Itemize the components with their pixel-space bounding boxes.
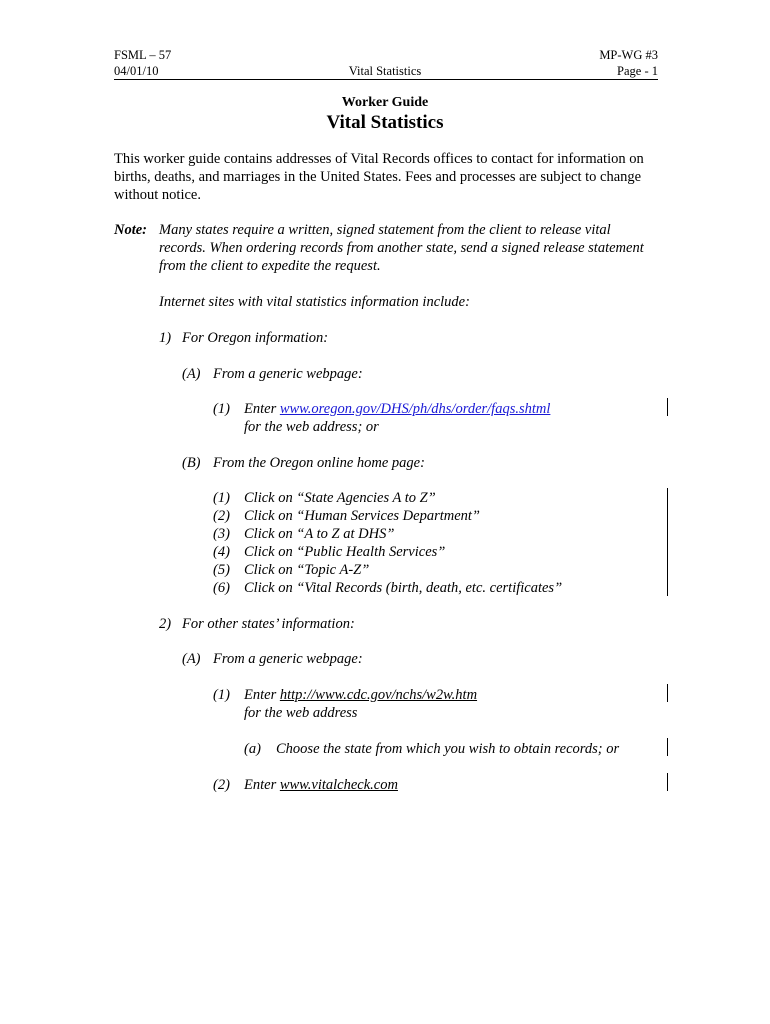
oregon-heading-text: For Oregon information: (182, 330, 329, 346)
oregon-step-a1-prefix: Enter (244, 401, 280, 417)
oregon-step-text: Click on “Public Health Services” (244, 544, 446, 560)
oregon-step-number: (4) (213, 544, 230, 560)
other-step-2 (213, 776, 398, 794)
other-states-heading-text: For other states’ information: (182, 616, 355, 632)
oregon-step-text: Click on “Vital Records (birth, death, etc. certificates” (244, 580, 563, 596)
header-right (599, 47, 658, 79)
oregon-option-b-label: From the Oregon online home page: (213, 455, 425, 471)
oregon-step-text: Click on “State Agencies A to Z” (244, 490, 436, 506)
oregon-step-list-item (213, 543, 445, 561)
oregon-step-number: (5) (213, 562, 230, 578)
oregon-step-list-item (213, 579, 562, 597)
oregon-step-a1 (213, 400, 550, 418)
oregon-option-b-number: (B) (182, 455, 201, 471)
other-step-2-prefix: Enter (244, 777, 280, 793)
other-step-1a-text: Choose the state from which you wish to obtain records; or (276, 741, 620, 757)
oregon-heading-number: 1) (159, 330, 172, 346)
change-bar (667, 684, 668, 702)
header-section-title: Vital Statistics (348, 64, 422, 78)
other-step-1-number: (1) (213, 687, 230, 703)
note-text: Many states require a written, signed statement from the client to release vital records. When ordering records from another state, send a signed release statement from the client to expedite the request. (159, 222, 644, 274)
oregon-step-number: (3) (213, 526, 230, 542)
oregon-step-number: (6) (213, 580, 230, 596)
oregon-step-a1-number: (1) (213, 401, 230, 417)
change-bar (667, 773, 668, 791)
other-step-1-suffix: for the web address (244, 705, 358, 721)
intro-paragraph: This worker guide contains addresses of Vital Records offices to contact for information on births, deaths, and marriages in the United States. Fees and processes are subject to change without notice. (114, 151, 644, 203)
other-step-1a-number: (a) (244, 741, 261, 757)
oregon-step-list-item (213, 507, 480, 525)
worker-guide-id: MP-WG #3 (599, 48, 658, 62)
other-option-a (182, 650, 363, 668)
oregon-step-list-item (213, 561, 369, 579)
manual-id: FSML – 57 (114, 48, 172, 62)
oregon-option-a-label: From a generic webpage: (213, 366, 363, 382)
oregon-step-list-item (213, 489, 436, 507)
other-states-heading (159, 615, 355, 633)
oregon-step-number: (1) (213, 490, 230, 506)
note-label: Note: (114, 222, 148, 238)
page-number: Page - 1 (617, 64, 658, 78)
vitalcheck-link[interactable]: www.vitalcheck.com (279, 777, 398, 793)
internet-sites-intro: Internet sites with vital statistics information include: (159, 294, 470, 310)
document-subtitle: Worker Guide (341, 95, 429, 110)
document-title: Vital Statistics (326, 112, 444, 133)
oregon-heading (159, 329, 328, 347)
other-states-heading-number: 2) (159, 616, 172, 632)
other-option-a-label: From a generic webpage: (213, 651, 363, 667)
other-step-2-number: (2) (213, 777, 230, 793)
oregon-step-a1-suffix: for the web address; or (244, 419, 379, 435)
oregon-step-number: (2) (213, 508, 230, 524)
cdc-w2w-link[interactable]: http://www.cdc.gov/nchs/w2w.htm (279, 687, 478, 703)
oregon-step-text: Click on “Human Services Department” (244, 508, 480, 524)
oregon-step-text: Click on “A to Z at DHS” (244, 526, 395, 542)
change-bar (667, 398, 668, 416)
header-divider (114, 79, 658, 80)
other-step-1 (213, 686, 477, 704)
other-option-a-number: (A) (182, 651, 201, 667)
oregon-step-list-item (213, 525, 394, 543)
oregon-option-a-number: (A) (182, 366, 201, 382)
oregon-option-b (182, 454, 425, 472)
change-bar (667, 738, 668, 756)
revision-date: 04/01/10 (114, 64, 159, 78)
change-bar (667, 488, 668, 596)
oregon-step-text: Click on “Topic A-Z” (244, 562, 370, 578)
oregon-option-a (182, 365, 363, 383)
oregon-dhs-faq-link[interactable]: www.oregon.gov/DHS/ph/dhs/order/faqs.shtml (279, 401, 551, 417)
other-step-1a (244, 740, 619, 758)
other-step-1-prefix: Enter (244, 687, 280, 703)
